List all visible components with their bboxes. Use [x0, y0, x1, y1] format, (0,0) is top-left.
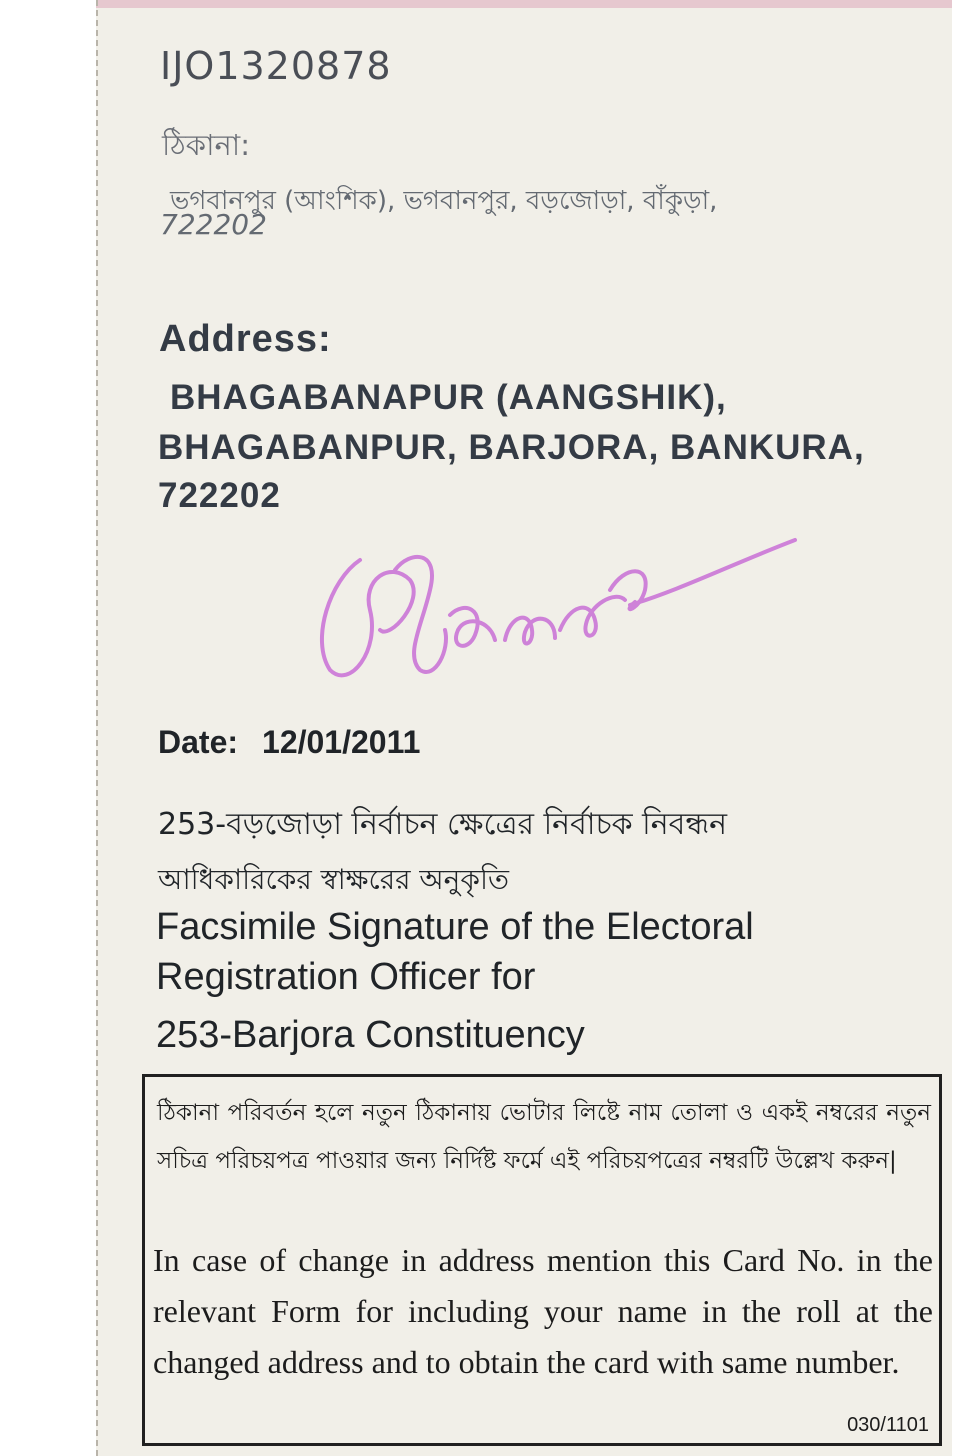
officer-signature — [300, 520, 800, 700]
address-english-line1: BHAGABANAPUR (AANGSHIK), — [170, 378, 727, 417]
ero-caption-bengali-line2: আধিকারিকের স্বাক্ষরের অনুকৃতি — [158, 863, 509, 896]
address-label-bengali: ঠিকানা: — [162, 128, 250, 162]
address-english-line3: 722202 — [158, 476, 281, 515]
address-bengali-line1: ভগবানপুর (আংশিক), ভগবানপুর, বড়জোড়া, বাঁকুড়া, — [170, 186, 718, 216]
ero-caption-english-line3: 253-Barjora Constituency — [156, 1014, 585, 1056]
notice-text-bengali: ঠিকানা পরিবর্তন হলে নতুন ঠিকানায় ভোটার লিষ্টে নাম তোলা ও একই নম্বরের নতুন সচিত্র পরিচয়পত্র পাওয়ার জন্য নির্দিষ্ট ফর্মে এই পরিচয়পত্রের নম্বরটি উল্লেখ করুন| — [157, 1100, 931, 1174]
card-number: IJO1320878 — [160, 44, 392, 88]
issue-date-value: 12/01/2011 — [262, 724, 421, 760]
address-label-english: Address: — [159, 318, 332, 360]
ero-caption-english-line1: Facsimile Signature of the Electoral — [156, 906, 754, 948]
top-edge-strip — [96, 0, 952, 8]
address-english-line2: BHAGABANPUR, BARJORA, BANKURA, — [158, 428, 865, 467]
ero-caption-english-line2: Registration Officer for — [156, 956, 536, 998]
form-code: 030/1101 — [847, 1414, 929, 1436]
address-bengali-line2: 722202 — [160, 208, 267, 241]
issue-date-label: Date: — [158, 724, 239, 760]
ero-caption-bengali-line1: 253-বড়জোড়া নির্বাচন ক্ষেত্রের নির্বাচক নিবন্ধন — [158, 807, 728, 842]
notice-text-english: In case of change in address mention this Card No. in the relevant Form for including your name in the roll at the changed address and to obtain the card with same number. — [153, 1242, 933, 1380]
issue-date — [158, 724, 420, 761]
address-change-notice-box — [142, 1074, 942, 1446]
cut-line — [96, 0, 98, 1456]
